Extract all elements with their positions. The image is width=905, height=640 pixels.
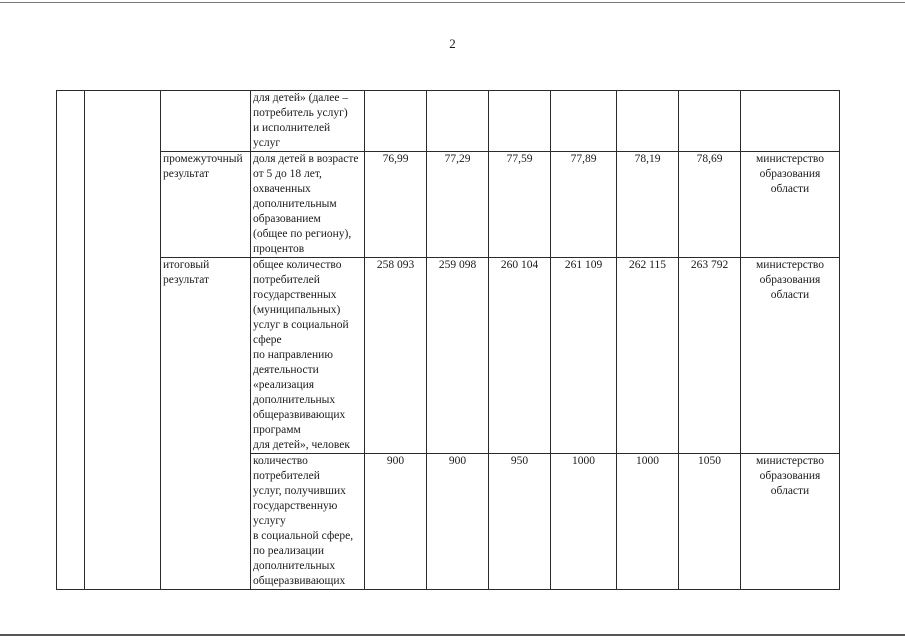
- indicator-cell: количество потребителей услуг, получивших государственную услугу в социальной сфере, по реализации дополнительных общеразвивающих: [251, 454, 365, 590]
- goal-cell: [85, 91, 161, 590]
- value-cell: 1000: [617, 454, 679, 590]
- table-row: [57, 152, 840, 258]
- indicators-table: [56, 90, 840, 590]
- value-cell: 260 104: [489, 258, 551, 454]
- responsible-cell: министерство образования области: [741, 454, 840, 590]
- value-cell: 950: [489, 454, 551, 590]
- value-cell: 77,89: [551, 152, 617, 258]
- top-edge-line: [0, 2, 905, 3]
- table-row: [57, 258, 840, 454]
- responsible-cell: министерство образования области: [741, 258, 840, 454]
- value-cell: 77,29: [427, 152, 489, 258]
- value-cell: 261 109: [551, 258, 617, 454]
- value-cell: [489, 91, 551, 152]
- category-cell: итоговый результат: [161, 258, 251, 590]
- index-cell: [57, 91, 85, 590]
- value-cell: [679, 91, 741, 152]
- value-cell: 76,99: [365, 152, 427, 258]
- value-cell: 259 098: [427, 258, 489, 454]
- value-cell: 1000: [551, 454, 617, 590]
- responsible-cell: [741, 91, 840, 152]
- value-cell: 900: [365, 454, 427, 590]
- value-cell: 1050: [679, 454, 741, 590]
- value-cell: 77,59: [489, 152, 551, 258]
- category-cell: [161, 91, 251, 152]
- value-cell: 78,19: [617, 152, 679, 258]
- value-cell: 258 093: [365, 258, 427, 454]
- page-number: 2: [449, 36, 456, 51]
- value-cell: 263 792: [679, 258, 741, 454]
- category-cell: промежуточный результат: [161, 152, 251, 258]
- value-cell: 78,69: [679, 152, 741, 258]
- value-cell: [551, 91, 617, 152]
- indicator-cell: для детей» (далее – потребитель услуг) и исполнителей услуг: [251, 91, 365, 152]
- value-cell: [427, 91, 489, 152]
- value-cell: 262 115: [617, 258, 679, 454]
- indicator-cell: общее количество потребителей государственных (муниципальных) услуг в социальной сфере по направлению деятельности «реализация дополнительных общеразвивающих программ для детей», человек: [251, 258, 365, 454]
- responsible-cell: министерство образования области: [741, 152, 840, 258]
- value-cell: [617, 91, 679, 152]
- table-row: [57, 91, 840, 152]
- indicator-cell: доля детей в возрасте от 5 до 18 лет, охваченных дополнительным образованием (общее по региону), процентов: [251, 152, 365, 258]
- value-cell: 900: [427, 454, 489, 590]
- value-cell: [365, 91, 427, 152]
- bottom-edge-line: [0, 634, 905, 636]
